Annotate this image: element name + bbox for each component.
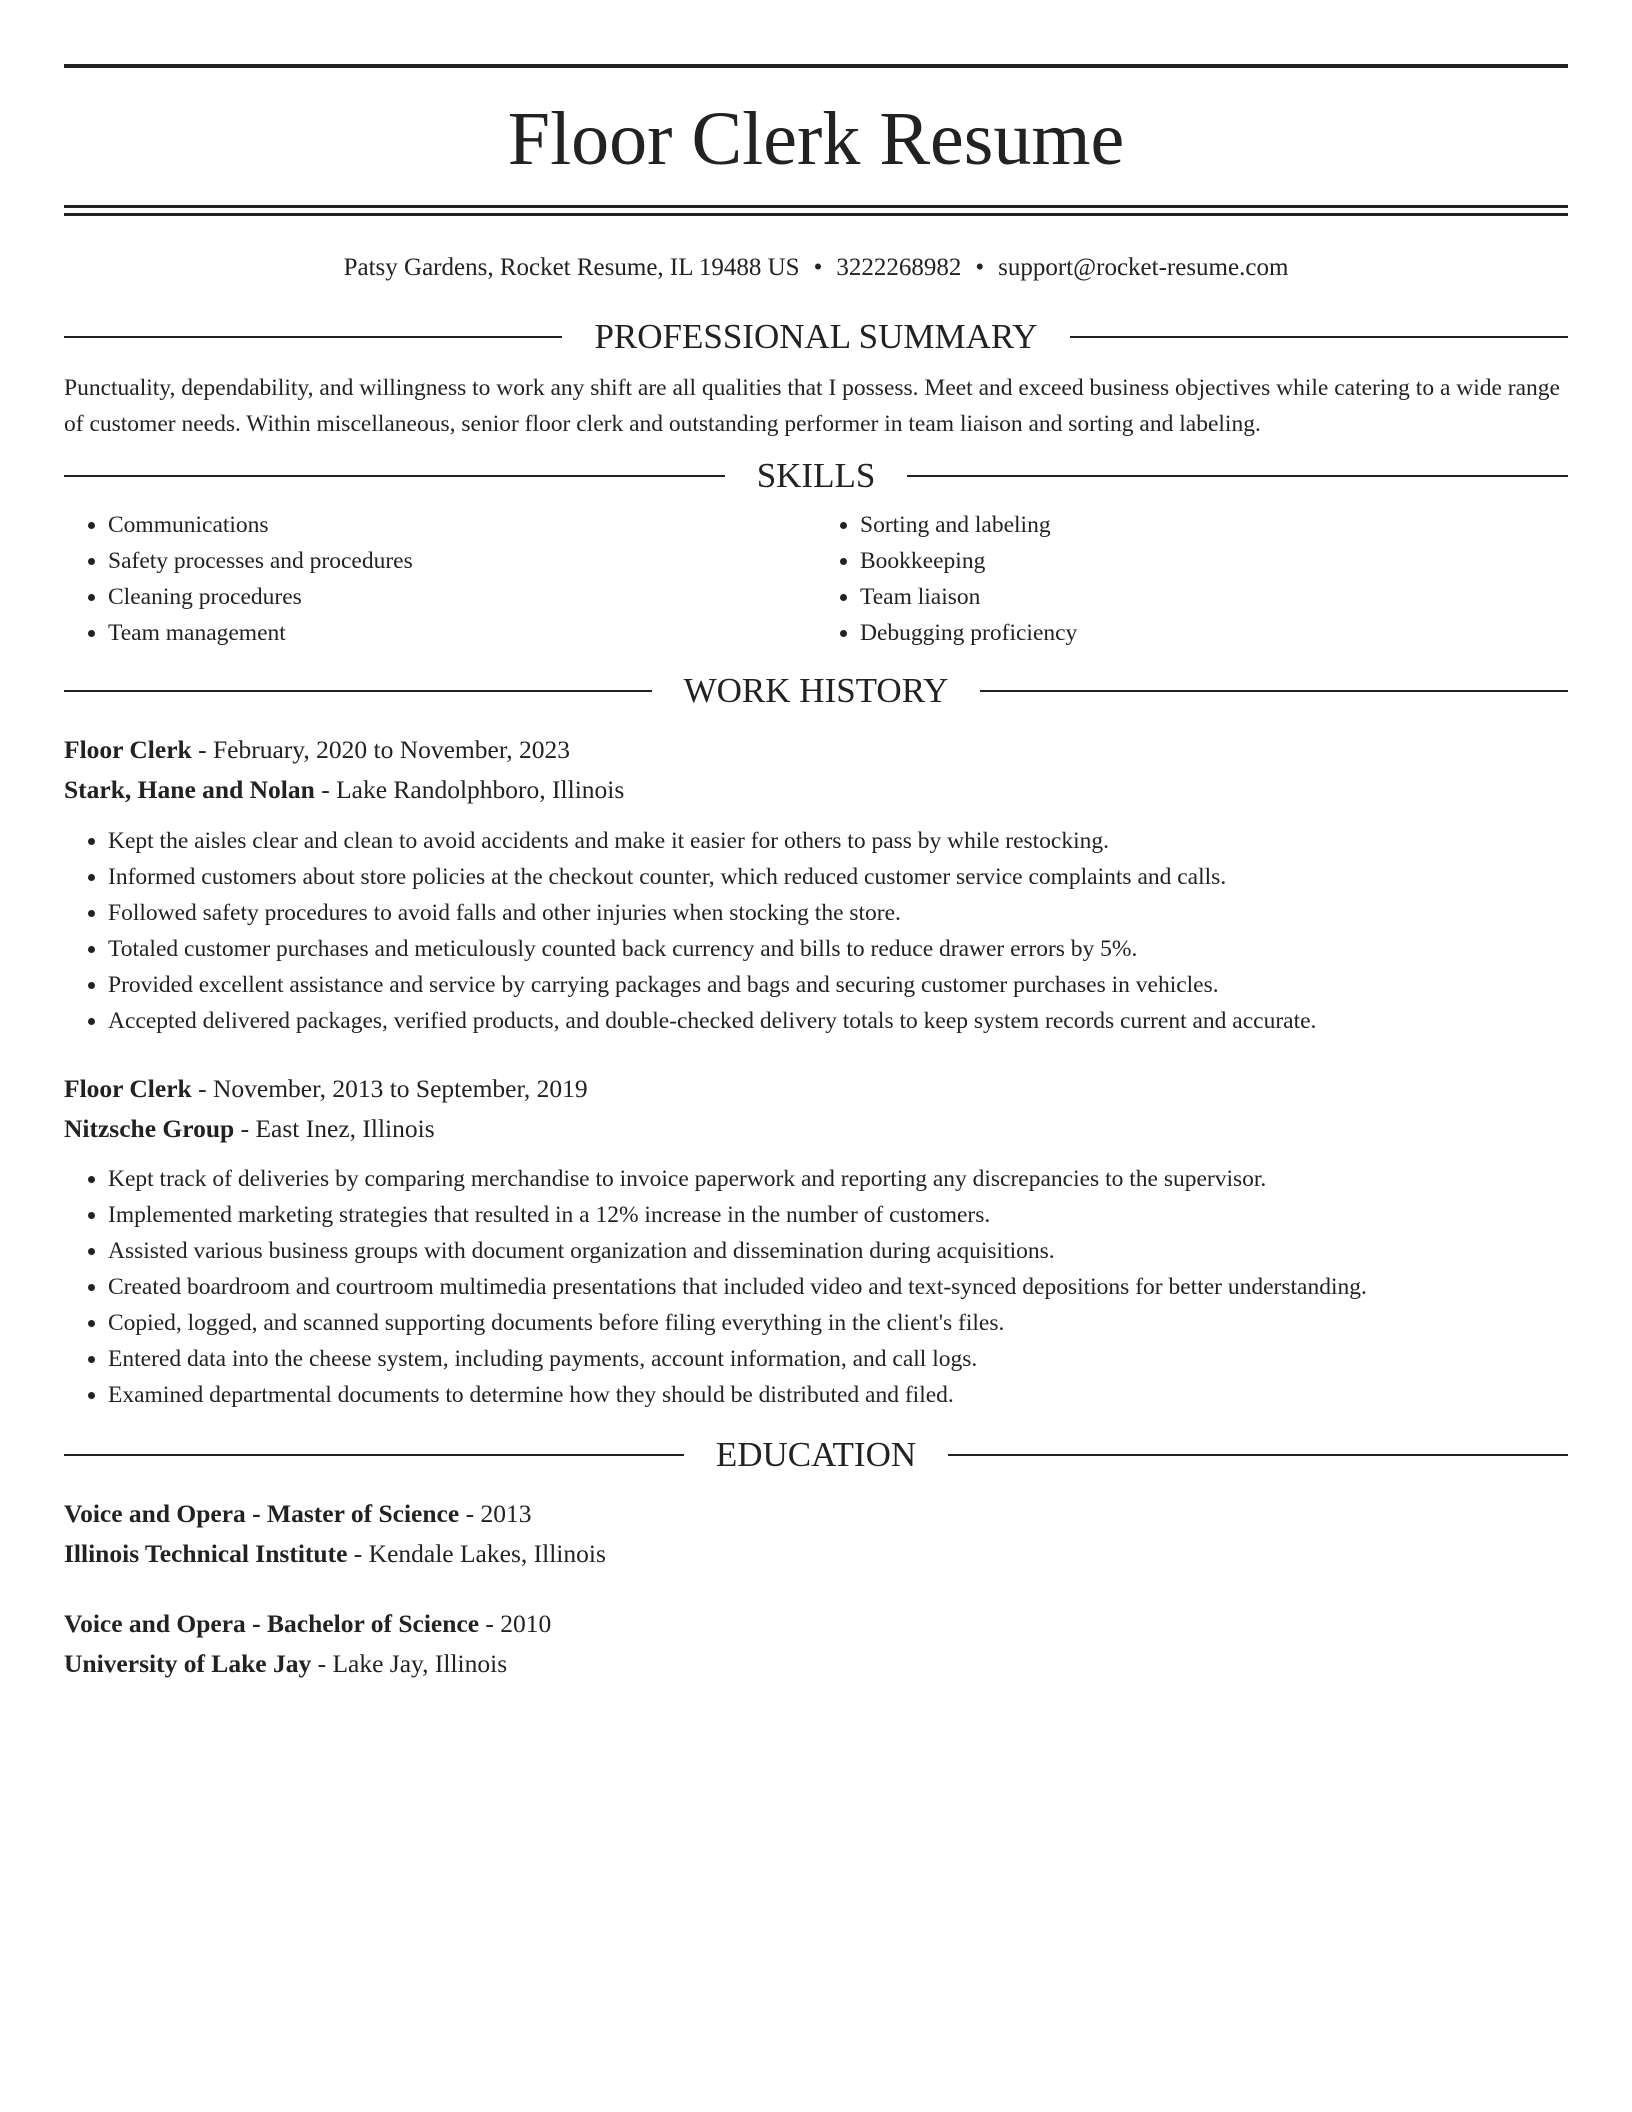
title-rule-lower (64, 213, 1568, 216)
skill-item: • Cleaning procedures (108, 579, 816, 615)
job-duty: • Copied, logged, and scanned supporting documents before filing everything in the client's files. (108, 1305, 1568, 1341)
contact-separator: • (813, 254, 823, 281)
dash: - (347, 1539, 369, 1568)
job-title-line (64, 730, 1568, 770)
title-rule-upper (64, 205, 1568, 208)
job-duty: • Kept track of deliveries by comparing merchandise to invoice paperwork and reporting any discrepancies to the supervisor. (108, 1161, 1568, 1197)
education-degree: Voice and Opera - Bachelor of Science (64, 1609, 480, 1638)
skills-list (64, 507, 1568, 651)
skills-column-left (64, 507, 816, 651)
job-duty: • Followed safety procedures to avoid falls and other injuries when stocking the store. (108, 895, 1568, 931)
header-rule (948, 1454, 1568, 1456)
education-school-line (64, 1534, 1568, 1574)
skill-item: • Communications (108, 507, 816, 543)
education-year: 2013 (480, 1499, 532, 1528)
job-location: Lake Randolphboro, Illinois (336, 775, 625, 804)
job-entry (64, 730, 1568, 1039)
header-rule (64, 336, 562, 338)
contact-email: support@rocket-resume.com (998, 254, 1289, 281)
dash: - (314, 775, 337, 804)
job-duties (64, 1161, 1568, 1413)
job-dates: November, 2013 to September, 2019 (212, 1074, 588, 1103)
header-rule (64, 1454, 684, 1456)
job-duty: • Informed customers about store policies at the checkout counter, which reduced customer service complaints and calls. (108, 859, 1568, 895)
job-duty: • Entered data into the cheese system, including payments, account information, and call logs. (108, 1341, 1568, 1377)
education-degree-line (64, 1604, 1568, 1644)
summary-text: Punctuality, dependability, and willingness to work any shift are all qualities that I possess. Meet and exceed business objectives while catering to a wide range of customer needs. Within miscellaneous, senior floor clerk and outstanding performer in team liaison and sorting and labeling. (64, 375, 1560, 437)
job-duty: • Kept the aisles clear and clean to avoid accidents and make it easier for others to pass by while restocking. (108, 823, 1568, 859)
header-rule (907, 475, 1568, 477)
education-entry (64, 1604, 1568, 1684)
job-duty: • Totaled customer purchases and meticulously counted back currency and bills to reduce drawer errors by 5%. (108, 931, 1568, 967)
job-entry (64, 1069, 1568, 1413)
skill-item: • Safety processes and procedures (108, 543, 816, 579)
job-duty: • Examined departmental documents to determine how they should be distributed and filed. (108, 1377, 1568, 1413)
job-duty: • Assisted various business groups with document organization and dissemination during acquisitions. (108, 1233, 1568, 1269)
education-entry (64, 1494, 1568, 1574)
dash: - (459, 1499, 481, 1528)
job-title: Floor Clerk (64, 1074, 192, 1103)
job-company-line (64, 770, 1568, 810)
dash: - (311, 1649, 333, 1678)
education-school-line (64, 1644, 1568, 1684)
dash: - (191, 1074, 213, 1103)
dash: - (479, 1609, 501, 1638)
skills-header (64, 458, 1568, 493)
resume-title: Floor Clerk Resume (507, 97, 1125, 181)
skills-heading: SKILLS (756, 456, 876, 495)
header-rule (64, 690, 652, 692)
contact-line (64, 253, 1568, 283)
work-header (64, 673, 1568, 708)
contact-phone: 3222268982 (836, 254, 962, 281)
job-duty: • Provided excellent assistance and service by carrying packages and bags and securing customer purchases in vehicles. (108, 967, 1568, 1003)
education-year: 2010 (500, 1609, 552, 1638)
education-school: University of Lake Jay (64, 1649, 312, 1678)
education-heading: EDUCATION (715, 1435, 917, 1474)
job-company: Stark, Hane and Nolan (64, 775, 315, 804)
job-dates: February, 2020 to November, 2023 (212, 735, 571, 764)
header-rule (64, 475, 725, 477)
header-rule (1070, 336, 1568, 338)
education-school: Illinois Technical Institute (64, 1539, 348, 1568)
job-title: Floor Clerk (64, 735, 192, 764)
job-duties (64, 823, 1568, 1039)
skill-item: • Debugging proficiency (860, 615, 1568, 651)
contact-address: Patsy Gardens, Rocket Resume, IL 19488 US (343, 254, 800, 281)
job-duty: • Implemented marketing strategies that resulted in a 12% increase in the number of customers. (108, 1197, 1568, 1233)
contact-separator: • (975, 254, 985, 281)
skill-item: • Bookkeeping (860, 543, 1568, 579)
job-duty: • Accepted delivered packages, verified products, and double-checked delivery totals to keep system records current and accurate. (108, 1003, 1568, 1039)
work-heading: WORK HISTORY (683, 671, 949, 710)
skill-item: • Team liaison (860, 579, 1568, 615)
job-duty: • Created boardroom and courtroom multimedia presentations that included video and text-synced depositions for better understanding. (108, 1269, 1568, 1305)
job-location: East Inez, Illinois (255, 1114, 435, 1143)
job-company-line (64, 1109, 1568, 1149)
education-location: Lake Jay, Illinois (332, 1649, 508, 1678)
skill-item: • Team management (108, 615, 816, 651)
header-rule (980, 690, 1568, 692)
dash: - (234, 1114, 256, 1143)
education-degree-line (64, 1494, 1568, 1534)
dash: - (191, 735, 213, 764)
summary-heading: PROFESSIONAL SUMMARY (594, 317, 1038, 356)
job-company: Nitzsche Group (64, 1114, 235, 1143)
education-degree: Voice and Opera - Master of Science (64, 1499, 460, 1528)
job-title-line (64, 1069, 1568, 1109)
summary-header (64, 319, 1568, 354)
skill-item: • Sorting and labeling (860, 507, 1568, 543)
education-header (64, 1437, 1568, 1472)
education-location: Kendale Lakes, Illinois (368, 1539, 606, 1568)
skills-column-right (816, 507, 1568, 651)
